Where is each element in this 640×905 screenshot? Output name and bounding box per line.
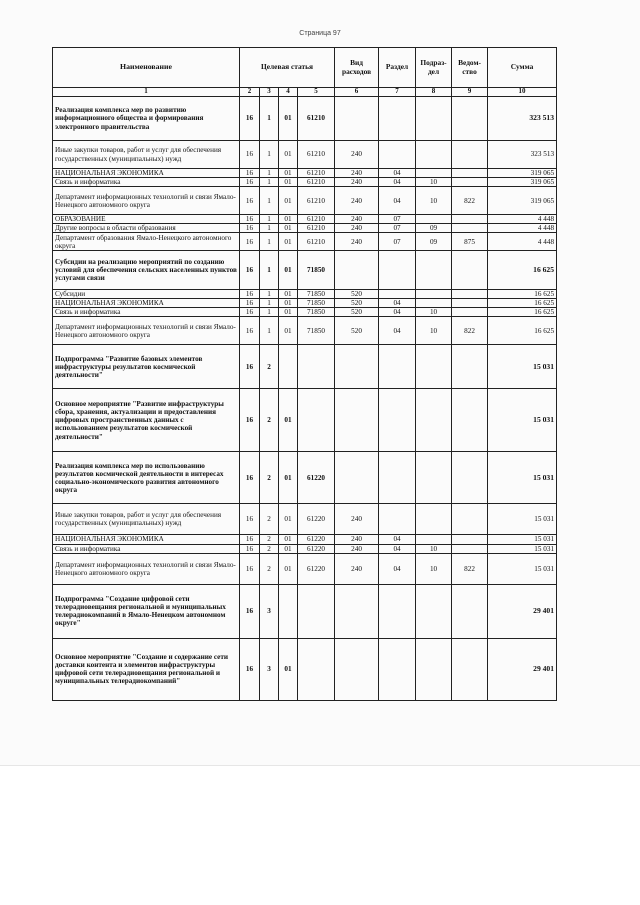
header-subsection: Подраз-дел bbox=[416, 48, 452, 88]
target-article-part-2: 1 bbox=[260, 97, 279, 141]
sum-cell: 15 031 bbox=[488, 504, 557, 535]
target-article-part-2: 2 bbox=[260, 544, 279, 553]
target-article-part-2: 1 bbox=[260, 178, 279, 187]
header-target-article: Целевая статья bbox=[240, 48, 335, 88]
subsection-cell bbox=[416, 452, 452, 504]
subsection-cell bbox=[416, 389, 452, 452]
target-article-part-3: 01 bbox=[279, 553, 298, 584]
target-article-part-2: 3 bbox=[260, 584, 279, 638]
target-article-part-4: 61210 bbox=[298, 141, 335, 169]
expense-type-cell bbox=[335, 97, 379, 141]
table-row bbox=[53, 345, 557, 389]
sum-cell: 323 513 bbox=[488, 141, 557, 169]
expense-type-cell: 240 bbox=[335, 553, 379, 584]
table-row bbox=[53, 544, 557, 553]
section-cell: 07 bbox=[379, 224, 416, 233]
target-article-part-2: 1 bbox=[260, 169, 279, 178]
row-name: Реализация комплекса мер по развитию информационного общества и формирования электронного правительства bbox=[53, 97, 240, 141]
column-number: 1 bbox=[53, 88, 240, 97]
target-article-part-1: 16 bbox=[240, 215, 260, 224]
sum-cell: 4 448 bbox=[488, 215, 557, 224]
target-article-part-3: 01 bbox=[279, 638, 298, 700]
target-article-part-1: 16 bbox=[240, 535, 260, 544]
target-article-part-2: 2 bbox=[260, 535, 279, 544]
row-name: Департамент информационных технологий и связи Ямало-Ненецкого автономного округа bbox=[53, 187, 240, 215]
expense-type-cell: 240 bbox=[335, 141, 379, 169]
target-article-part-3: 01 bbox=[279, 169, 298, 178]
department-cell bbox=[452, 97, 488, 141]
target-article-part-4: 61210 bbox=[298, 97, 335, 141]
expense-type-cell: 240 bbox=[335, 233, 379, 251]
target-article-part-4: 61210 bbox=[298, 233, 335, 251]
department-cell bbox=[452, 215, 488, 224]
row-name: Подпрограмма "Развитие базовых элементов инфраструктуры результатов космической деятельности" bbox=[53, 345, 240, 389]
target-article-part-1: 16 bbox=[240, 141, 260, 169]
target-article-part-3: 01 bbox=[279, 215, 298, 224]
target-article-part-4 bbox=[298, 584, 335, 638]
section-cell: 07 bbox=[379, 233, 416, 251]
expense-type-cell bbox=[335, 584, 379, 638]
department-cell bbox=[452, 224, 488, 233]
row-name: Иные закупки товаров, работ и услуг для обеспечения государственных (муниципальных) нужд bbox=[53, 504, 240, 535]
subsection-cell bbox=[416, 504, 452, 535]
row-name: НАЦИОНАЛЬНАЯ ЭКОНОМИКА bbox=[53, 169, 240, 178]
section-cell bbox=[379, 638, 416, 700]
department-cell bbox=[452, 452, 488, 504]
table-row bbox=[53, 504, 557, 535]
subsection-cell bbox=[416, 345, 452, 389]
row-name: Основное мероприятие "Развитие инфраструктуры сбора, хранения, актуализации и предоставления цифровых пространственных данных с использованием результатов космической деятельности" bbox=[53, 389, 240, 452]
table-row bbox=[53, 308, 557, 317]
target-article-part-1: 16 bbox=[240, 308, 260, 317]
table-row bbox=[53, 290, 557, 299]
expense-type-cell: 520 bbox=[335, 308, 379, 317]
table-row bbox=[53, 584, 557, 638]
target-article-part-4: 61210 bbox=[298, 224, 335, 233]
sum-cell: 4 448 bbox=[488, 224, 557, 233]
section-cell bbox=[379, 584, 416, 638]
expense-type-cell: 240 bbox=[335, 215, 379, 224]
department-cell bbox=[452, 535, 488, 544]
expense-type-cell: 240 bbox=[335, 187, 379, 215]
target-article-part-4: 61210 bbox=[298, 178, 335, 187]
column-number: 10 bbox=[488, 88, 557, 97]
target-article-part-3: 01 bbox=[279, 308, 298, 317]
subsection-cell bbox=[416, 299, 452, 308]
column-number: 5 bbox=[298, 88, 335, 97]
sum-cell: 15 031 bbox=[488, 544, 557, 553]
table-row bbox=[53, 141, 557, 169]
target-article-part-3: 01 bbox=[279, 535, 298, 544]
department-cell bbox=[452, 178, 488, 187]
target-article-part-2: 1 bbox=[260, 187, 279, 215]
row-name: Реализация комплекса мер по использованию результатов космической деятельности в интересах социально-экономического развития автономного округа bbox=[53, 452, 240, 504]
table-row bbox=[53, 233, 557, 251]
target-article-part-3: 01 bbox=[279, 317, 298, 345]
subsection-cell bbox=[416, 584, 452, 638]
row-name: Департамент образования Ямало-Ненецкого автономного округа bbox=[53, 233, 240, 251]
subsection-cell bbox=[416, 251, 452, 290]
target-article-part-1: 16 bbox=[240, 584, 260, 638]
department-cell bbox=[452, 290, 488, 299]
table-row bbox=[53, 317, 557, 345]
row-name: НАЦИОНАЛЬНАЯ ЭКОНОМИКА bbox=[53, 535, 240, 544]
subsection-cell bbox=[416, 535, 452, 544]
target-article-part-2: 1 bbox=[260, 290, 279, 299]
target-article-part-3 bbox=[279, 584, 298, 638]
table-row bbox=[53, 535, 557, 544]
department-cell bbox=[452, 308, 488, 317]
column-number: 4 bbox=[279, 88, 298, 97]
subsection-cell bbox=[416, 169, 452, 178]
target-article-part-3: 01 bbox=[279, 544, 298, 553]
subsection-cell: 09 bbox=[416, 233, 452, 251]
section-cell: 04 bbox=[379, 544, 416, 553]
section-cell bbox=[379, 97, 416, 141]
target-article-part-1: 16 bbox=[240, 452, 260, 504]
section-cell bbox=[379, 251, 416, 290]
subsection-cell bbox=[416, 290, 452, 299]
row-name: Субсидии на реализацию мероприятий по созданию условий для обеспечения сельских населенных пунктов услугами связи bbox=[53, 251, 240, 290]
target-article-part-2: 2 bbox=[260, 452, 279, 504]
expense-type-cell: 240 bbox=[335, 178, 379, 187]
target-article-part-1: 16 bbox=[240, 317, 260, 345]
subsection-cell: 10 bbox=[416, 317, 452, 345]
section-cell: 04 bbox=[379, 187, 416, 215]
target-article-part-2: 1 bbox=[260, 251, 279, 290]
expense-type-cell bbox=[335, 638, 379, 700]
expense-type-cell: 520 bbox=[335, 290, 379, 299]
target-article-part-3: 01 bbox=[279, 187, 298, 215]
expense-type-cell: 520 bbox=[335, 299, 379, 308]
target-article-part-1: 16 bbox=[240, 345, 260, 389]
target-article-part-2: 2 bbox=[260, 504, 279, 535]
target-article-part-4 bbox=[298, 345, 335, 389]
target-article-part-3: 01 bbox=[279, 251, 298, 290]
section-cell bbox=[379, 452, 416, 504]
target-article-part-1: 16 bbox=[240, 233, 260, 251]
sum-cell: 16 625 bbox=[488, 308, 557, 317]
section-cell bbox=[379, 504, 416, 535]
target-article-part-3: 01 bbox=[279, 178, 298, 187]
header-name: Наименование bbox=[53, 48, 240, 88]
row-name: ОБРАЗОВАНИЕ bbox=[53, 215, 240, 224]
subsection-cell: 10 bbox=[416, 553, 452, 584]
page-number: Страница 97 bbox=[299, 30, 341, 37]
department-cell bbox=[452, 584, 488, 638]
table-row bbox=[53, 251, 557, 290]
sum-cell: 319 065 bbox=[488, 169, 557, 178]
target-article-part-2: 2 bbox=[260, 553, 279, 584]
section-cell: 04 bbox=[379, 308, 416, 317]
sum-cell: 15 031 bbox=[488, 452, 557, 504]
target-article-part-2: 1 bbox=[260, 224, 279, 233]
department-cell bbox=[452, 638, 488, 700]
target-article-part-4: 61220 bbox=[298, 553, 335, 584]
table-row bbox=[53, 97, 557, 141]
column-number: 8 bbox=[416, 88, 452, 97]
sum-cell: 319 065 bbox=[488, 178, 557, 187]
target-article-part-1: 16 bbox=[240, 290, 260, 299]
header-section: Раздел bbox=[379, 48, 416, 88]
subsection-cell bbox=[416, 638, 452, 700]
expense-type-cell: 240 bbox=[335, 504, 379, 535]
row-name: Основное мероприятие "Создание и содержание сети доставки контента и элементов инфраструктуры цифровой сети телерадиовещания региональной и муниципальных телерадиокомпаний" bbox=[53, 638, 240, 700]
row-name: Иные закупки товаров, работ и услуг для обеспечения государственных (муниципальных) нужд bbox=[53, 141, 240, 169]
table-row bbox=[53, 389, 557, 452]
target-article-part-1: 16 bbox=[240, 504, 260, 535]
target-article-part-1: 16 bbox=[240, 389, 260, 452]
sum-cell: 16 625 bbox=[488, 290, 557, 299]
department-cell bbox=[452, 169, 488, 178]
department-cell bbox=[452, 299, 488, 308]
header-sum: Сумма bbox=[488, 48, 557, 88]
target-article-part-2: 3 bbox=[260, 638, 279, 700]
department-cell bbox=[452, 141, 488, 169]
budget-table bbox=[52, 47, 557, 701]
table-row bbox=[53, 178, 557, 187]
sum-cell: 15 031 bbox=[488, 535, 557, 544]
target-article-part-1: 16 bbox=[240, 187, 260, 215]
header-expense-type: Вид расходов bbox=[335, 48, 379, 88]
section-cell: 04 bbox=[379, 535, 416, 544]
department-cell bbox=[452, 504, 488, 535]
target-article-part-4: 71850 bbox=[298, 308, 335, 317]
section-cell: 04 bbox=[379, 317, 416, 345]
target-article-part-4: 61220 bbox=[298, 504, 335, 535]
target-article-part-1: 16 bbox=[240, 553, 260, 584]
target-article-part-4: 61220 bbox=[298, 535, 335, 544]
department-cell bbox=[452, 251, 488, 290]
sum-cell: 15 031 bbox=[488, 389, 557, 452]
subsection-cell: 10 bbox=[416, 178, 452, 187]
column-number: 9 bbox=[452, 88, 488, 97]
section-cell bbox=[379, 290, 416, 299]
target-article-part-3: 01 bbox=[279, 389, 298, 452]
target-article-part-1: 16 bbox=[240, 178, 260, 187]
target-article-part-4 bbox=[298, 389, 335, 452]
target-article-part-2: 2 bbox=[260, 345, 279, 389]
target-article-part-2: 2 bbox=[260, 389, 279, 452]
target-article-part-1: 16 bbox=[240, 638, 260, 700]
table-header-row bbox=[53, 48, 557, 88]
target-article-part-2: 1 bbox=[260, 299, 279, 308]
target-article-part-1: 16 bbox=[240, 299, 260, 308]
target-article-part-4 bbox=[298, 638, 335, 700]
section-cell: 04 bbox=[379, 553, 416, 584]
sum-cell: 16 625 bbox=[488, 317, 557, 345]
section-cell: 04 bbox=[379, 299, 416, 308]
expense-type-cell bbox=[335, 345, 379, 389]
table-row bbox=[53, 452, 557, 504]
subsection-cell: 10 bbox=[416, 187, 452, 215]
row-name: Департамент информационных технологий и связи Ямало-Ненецкого автономного округа bbox=[53, 317, 240, 345]
table-row bbox=[53, 187, 557, 215]
sum-cell: 15 031 bbox=[488, 553, 557, 584]
department-cell bbox=[452, 544, 488, 553]
target-article-part-1: 16 bbox=[240, 97, 260, 141]
target-article-part-2: 1 bbox=[260, 141, 279, 169]
target-article-part-4: 71850 bbox=[298, 317, 335, 345]
expense-type-cell: 240 bbox=[335, 224, 379, 233]
target-article-part-4: 61220 bbox=[298, 544, 335, 553]
subsection-cell bbox=[416, 215, 452, 224]
subsection-cell: 09 bbox=[416, 224, 452, 233]
section-cell bbox=[379, 345, 416, 389]
target-article-part-3: 01 bbox=[279, 141, 298, 169]
header-department: Ведом-ство bbox=[452, 48, 488, 88]
section-cell bbox=[379, 389, 416, 452]
sum-cell: 16 625 bbox=[488, 251, 557, 290]
expense-type-cell bbox=[335, 251, 379, 290]
table-row bbox=[53, 215, 557, 224]
department-cell bbox=[452, 345, 488, 389]
target-article-part-2: 1 bbox=[260, 317, 279, 345]
row-name: Связь и информатика bbox=[53, 178, 240, 187]
target-article-part-3: 01 bbox=[279, 224, 298, 233]
section-cell: 04 bbox=[379, 169, 416, 178]
target-article-part-2: 1 bbox=[260, 215, 279, 224]
sum-cell: 323 513 bbox=[488, 97, 557, 141]
expense-type-cell: 240 bbox=[335, 535, 379, 544]
target-article-part-4: 61210 bbox=[298, 169, 335, 178]
subsection-cell: 10 bbox=[416, 308, 452, 317]
sum-cell: 29 401 bbox=[488, 638, 557, 700]
subsection-cell bbox=[416, 97, 452, 141]
row-name: Другие вопросы в области образования bbox=[53, 224, 240, 233]
table-row bbox=[53, 638, 557, 700]
target-article-part-1: 16 bbox=[240, 224, 260, 233]
column-number: 7 bbox=[379, 88, 416, 97]
target-article-part-4: 61220 bbox=[298, 452, 335, 504]
sum-cell: 319 065 bbox=[488, 187, 557, 215]
subsection-cell bbox=[416, 141, 452, 169]
table-body bbox=[53, 97, 557, 701]
expense-type-cell: 520 bbox=[335, 317, 379, 345]
table-row bbox=[53, 169, 557, 178]
expense-type-cell bbox=[335, 389, 379, 452]
column-number-row bbox=[53, 88, 557, 97]
sum-cell: 15 031 bbox=[488, 345, 557, 389]
target-article-part-1: 16 bbox=[240, 544, 260, 553]
row-name: Связь и информатика bbox=[53, 308, 240, 317]
row-name: НАЦИОНАЛЬНАЯ ЭКОНОМИКА bbox=[53, 299, 240, 308]
sum-cell: 4 448 bbox=[488, 233, 557, 251]
target-article-part-4: 71850 bbox=[298, 251, 335, 290]
target-article-part-2: 1 bbox=[260, 233, 279, 251]
subsection-cell: 10 bbox=[416, 544, 452, 553]
expense-type-cell bbox=[335, 452, 379, 504]
department-cell: 822 bbox=[452, 187, 488, 215]
table-row bbox=[53, 224, 557, 233]
row-name: Связь и информатика bbox=[53, 544, 240, 553]
column-number: 6 bbox=[335, 88, 379, 97]
target-article-part-3: 01 bbox=[279, 233, 298, 251]
expense-type-cell: 240 bbox=[335, 169, 379, 178]
row-name: Подпрограмма "Создание цифровой сети телерадиовещания региональной и муниципальных телерадиокомпаний в Ямало-Ненецком автономном округе" bbox=[53, 584, 240, 638]
target-article-part-1: 16 bbox=[240, 251, 260, 290]
table-row bbox=[53, 553, 557, 584]
sum-cell: 16 625 bbox=[488, 299, 557, 308]
target-article-part-4: 61210 bbox=[298, 215, 335, 224]
sum-cell: 29 401 bbox=[488, 584, 557, 638]
target-article-part-3: 01 bbox=[279, 504, 298, 535]
department-cell: 822 bbox=[452, 553, 488, 584]
section-cell: 07 bbox=[379, 215, 416, 224]
target-article-part-4: 71850 bbox=[298, 299, 335, 308]
column-number: 2 bbox=[240, 88, 260, 97]
target-article-part-3: 01 bbox=[279, 290, 298, 299]
target-article-part-4: 71850 bbox=[298, 290, 335, 299]
target-article-part-3: 01 bbox=[279, 299, 298, 308]
target-article-part-2: 1 bbox=[260, 308, 279, 317]
column-number: 3 bbox=[260, 88, 279, 97]
row-name: Субсидии bbox=[53, 290, 240, 299]
department-cell: 875 bbox=[452, 233, 488, 251]
target-article-part-1: 16 bbox=[240, 169, 260, 178]
department-cell bbox=[452, 389, 488, 452]
target-article-part-3 bbox=[279, 345, 298, 389]
expense-type-cell: 240 bbox=[335, 544, 379, 553]
department-cell: 822 bbox=[452, 317, 488, 345]
section-cell: 04 bbox=[379, 178, 416, 187]
target-article-part-3: 01 bbox=[279, 452, 298, 504]
table-row bbox=[53, 299, 557, 308]
target-article-part-4: 61210 bbox=[298, 187, 335, 215]
section-cell bbox=[379, 141, 416, 169]
target-article-part-3: 01 bbox=[279, 97, 298, 141]
row-name: Департамент информационных технологий и связи Ямало-Ненецкого автономного округа bbox=[53, 553, 240, 584]
